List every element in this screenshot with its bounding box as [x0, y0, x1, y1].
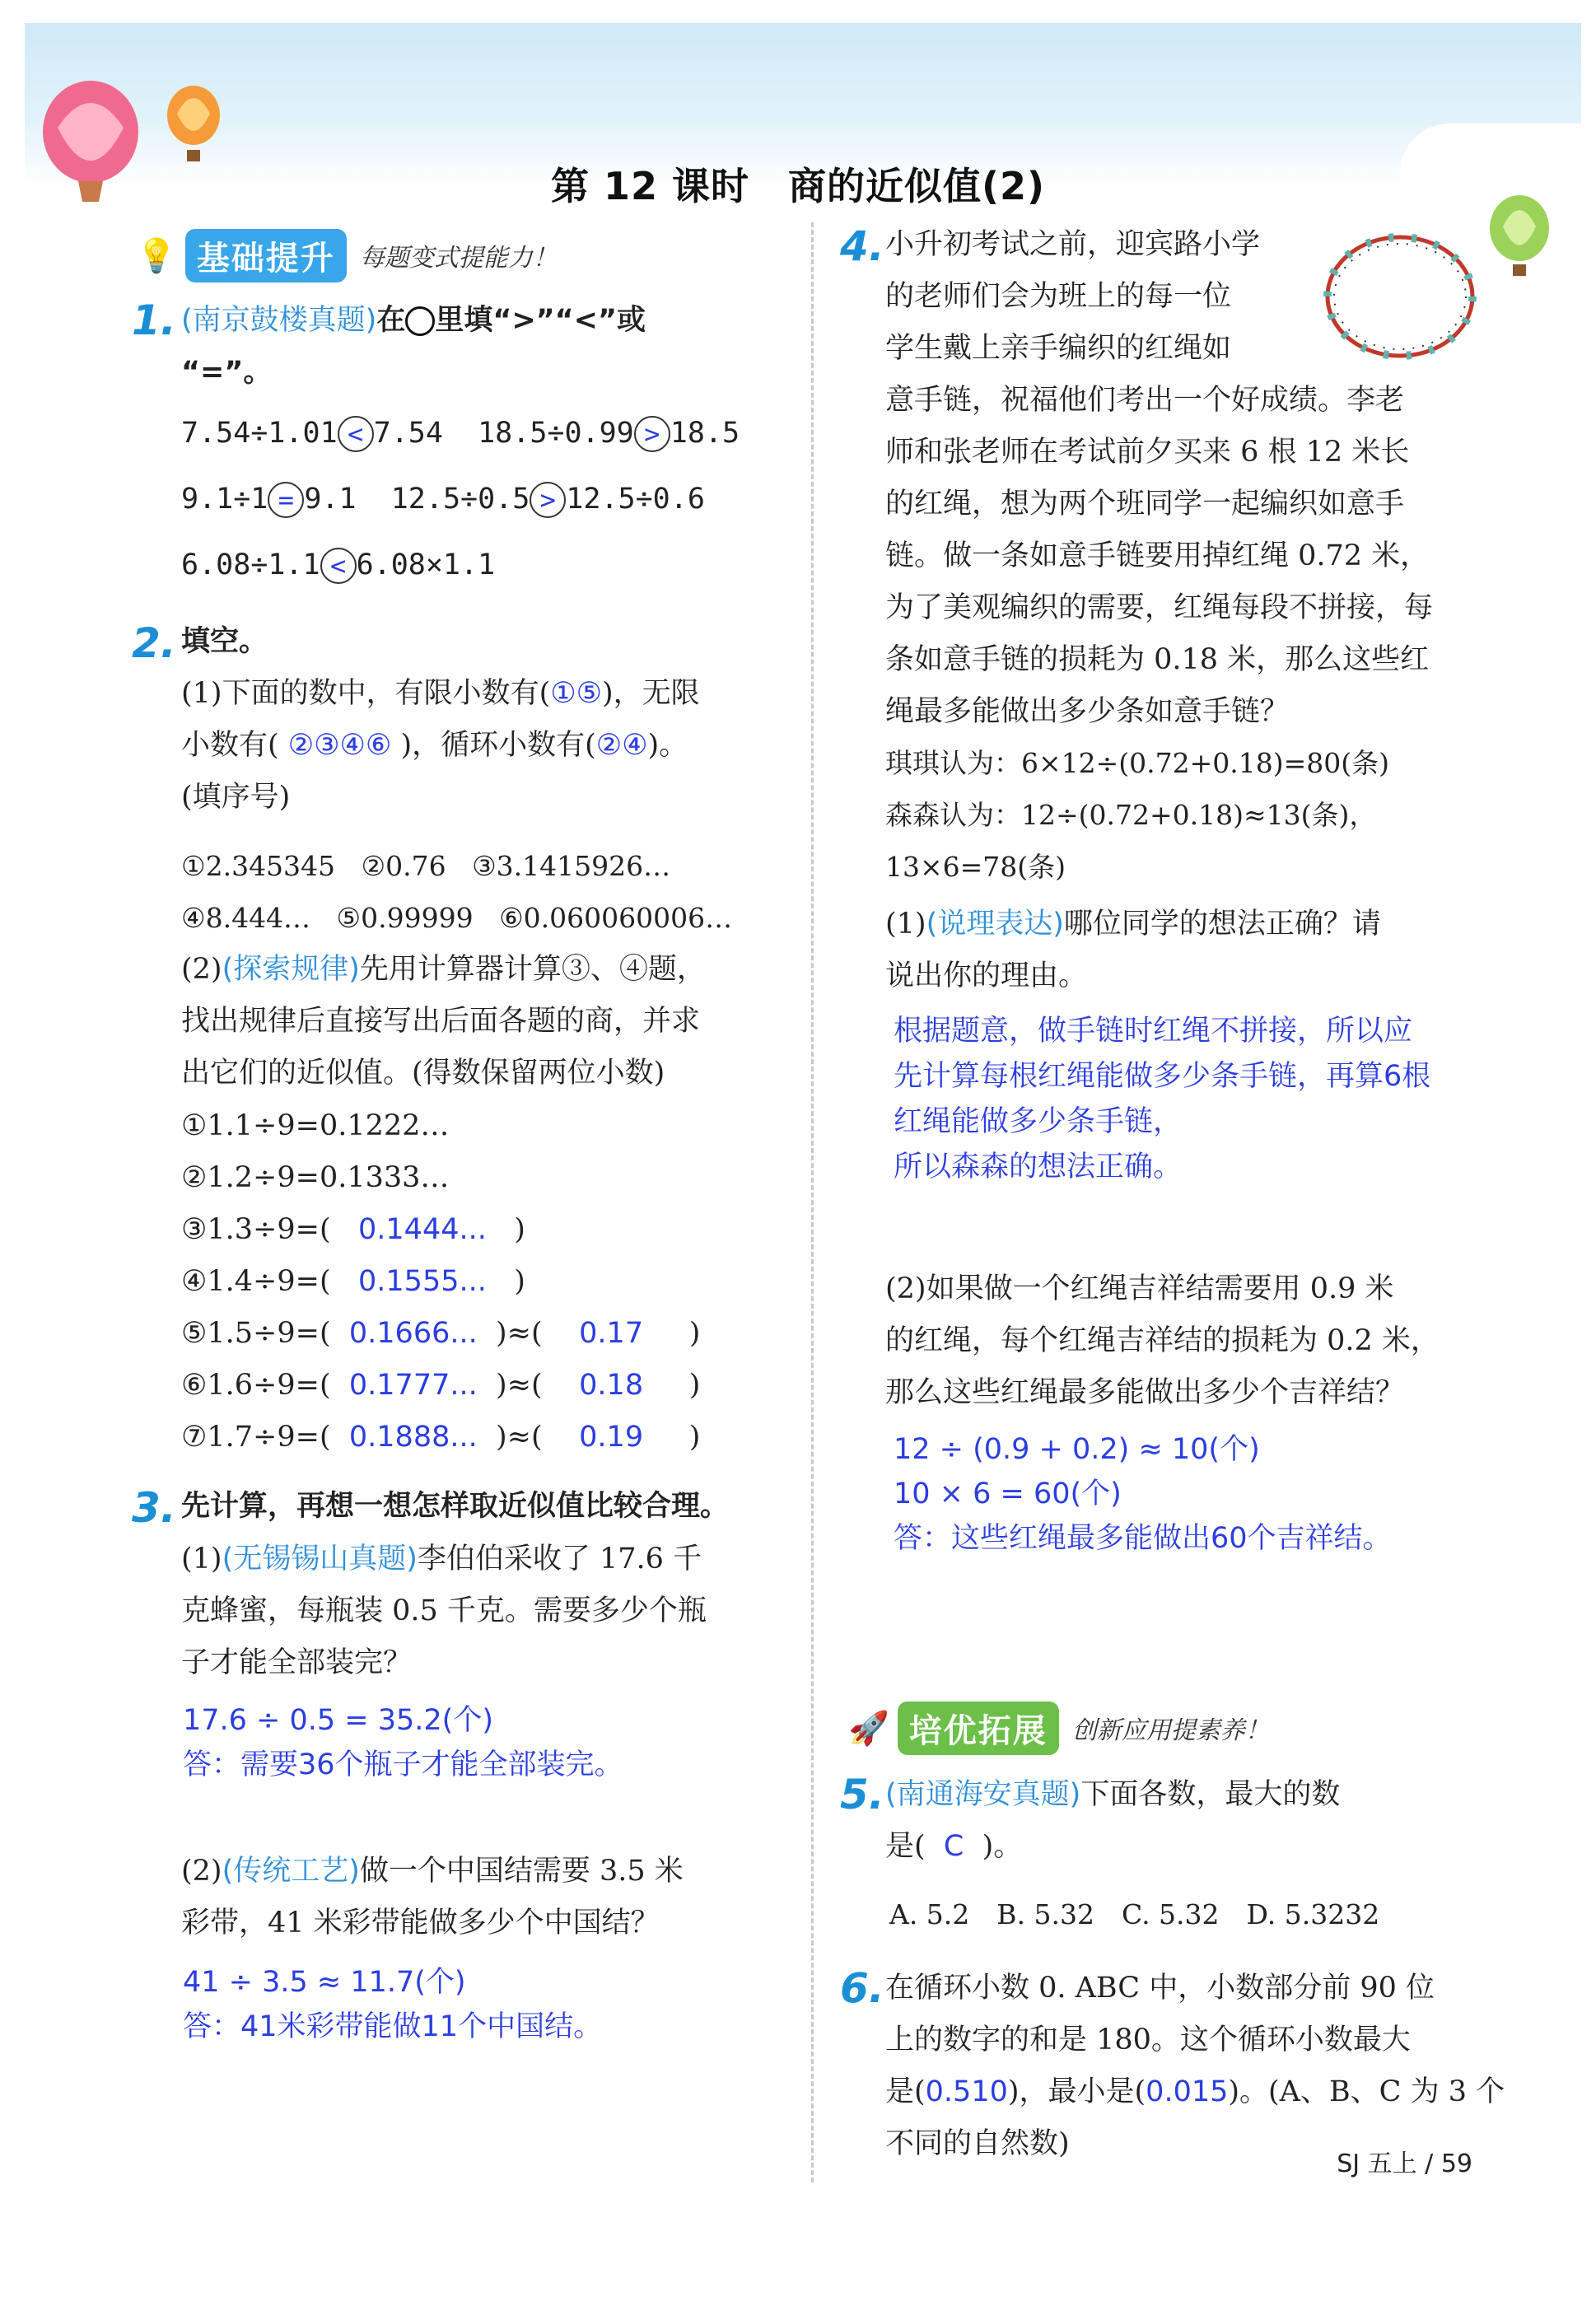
answer-text[interactable]: 0.015: [1146, 2075, 1229, 2108]
section-subtitle: 创新应用提素养！: [1071, 1716, 1270, 1745]
answer-text[interactable]: ②④: [595, 729, 648, 762]
column-divider: [811, 222, 814, 2182]
answer-text[interactable]: 0.1777...: [348, 1369, 478, 1402]
options-row: A. 5.2 B. 5.32 C. 5.32 D. 5.3232: [889, 1898, 1380, 1930]
answer-text[interactable]: 41 ÷ 3.5 ≈ 11.7(个): [183, 1966, 466, 1999]
question-number: 1.: [132, 296, 176, 344]
answer-text[interactable]: 答：需要36个瓶子才能全部装完。: [183, 1748, 623, 1781]
question-title: 先计算，再想一想怎样取近似值比较合理。: [181, 1490, 730, 1523]
number-list: ④8.444… ⑤0.99999 ⑥0.060060006…: [181, 902, 733, 934]
answer-text[interactable]: 答：这些红绳最多能做出60个吉祥结。: [894, 1522, 1392, 1555]
source-tag: (无锡锡山真题): [222, 1543, 418, 1575]
answer-text[interactable]: 根据题意，做手链时红绳不拼接，所以应: [894, 1015, 1413, 1048]
source-tag: (南通海安真题): [885, 1778, 1081, 1811]
number-list: ①2.345345 ②0.76 ③3.1415926…: [181, 850, 671, 882]
answer-text[interactable]: 0.1444...: [358, 1213, 487, 1246]
answer-circle[interactable]: >: [530, 482, 566, 518]
section-header-basic: [136, 231, 558, 280]
question-1-prompt: (南京鼓楼真题)在 里填“>”“<”或: [181, 304, 646, 337]
answer-text[interactable]: 0.17: [579, 1317, 644, 1350]
answer-text[interactable]: ①⑤: [550, 677, 602, 710]
answer-text[interactable]: 0.1888...: [348, 1421, 478, 1454]
source-tag: (南京鼓楼真题): [181, 304, 377, 337]
answer-circle[interactable]: <: [320, 548, 357, 584]
answer-text[interactable]: 12 ÷ (0.9 + 0.2) ≈ 10(个): [894, 1433, 1260, 1466]
answer-circle[interactable]: >: [634, 416, 670, 452]
section-badge: 基础提升: [185, 229, 347, 282]
compare-row: 9.1÷1 = 9.1 12.5÷0.5 > 12.5÷0.6: [181, 482, 705, 518]
answer-text[interactable]: 0.1555...: [358, 1265, 487, 1298]
question-number: 5.: [840, 1771, 884, 1818]
answer-text[interactable]: 0.18: [579, 1369, 644, 1402]
answer-text[interactable]: 10 × 6 = 60(个): [894, 1477, 1122, 1510]
answer-text[interactable]: 答：41米彩带能做11个中国结。: [183, 2010, 603, 2043]
page-footer: SJ 五上 / 59: [1337, 2150, 1472, 2178]
source-tag: (探索规律): [222, 953, 360, 986]
question-number: 6.: [840, 1964, 884, 2012]
section-header-advanced: [848, 1703, 1270, 1753]
question-number: 2.: [132, 619, 176, 667]
answer-text[interactable]: C: [943, 1830, 964, 1863]
answer-text[interactable]: 0.1666...: [348, 1317, 478, 1350]
question-number: 3.: [132, 1484, 176, 1532]
source-tag: (说理表达): [926, 908, 1064, 941]
answer-text[interactable]: ②③④⑥: [287, 729, 392, 762]
compare-row: 6.08÷1.1 < 6.08×1.1: [181, 548, 495, 584]
lightbulb-icon: 💡: [136, 236, 177, 275]
answer-text[interactable]: 0.19: [579, 1421, 644, 1454]
section-badge: 培优拓展: [898, 1701, 1059, 1755]
compare-row: 7.54÷1.01 < 7.54 18.5÷0.99 > 18.5: [181, 416, 740, 452]
page-title: 第 12 课时 商的近似值(2): [550, 164, 1046, 208]
section-subtitle: 每题变式提能力！: [359, 244, 558, 273]
question-title: 填空。: [181, 625, 268, 658]
answer-text[interactable]: 先计算每根红绳能做多少条手链，再算6根: [894, 1060, 1431, 1093]
answer-text[interactable]: 0.510: [925, 2075, 1008, 2108]
rocket-icon: 🚀: [848, 1709, 889, 1748]
answer-circle[interactable]: =: [268, 482, 304, 518]
answer-circle[interactable]: <: [338, 416, 374, 452]
blank-circle: [405, 306, 435, 336]
source-tag: (传统工艺): [222, 1855, 360, 1888]
answer-text[interactable]: 红绳能做多少条手链，: [894, 1105, 1183, 1138]
answer-text[interactable]: 17.6 ÷ 0.5 = 35.2(个): [183, 1704, 493, 1737]
answer-text[interactable]: 所以森森的想法正确。: [894, 1151, 1183, 1183]
bracelet-icon: [1314, 218, 1486, 375]
question-number: 4.: [840, 222, 884, 270]
